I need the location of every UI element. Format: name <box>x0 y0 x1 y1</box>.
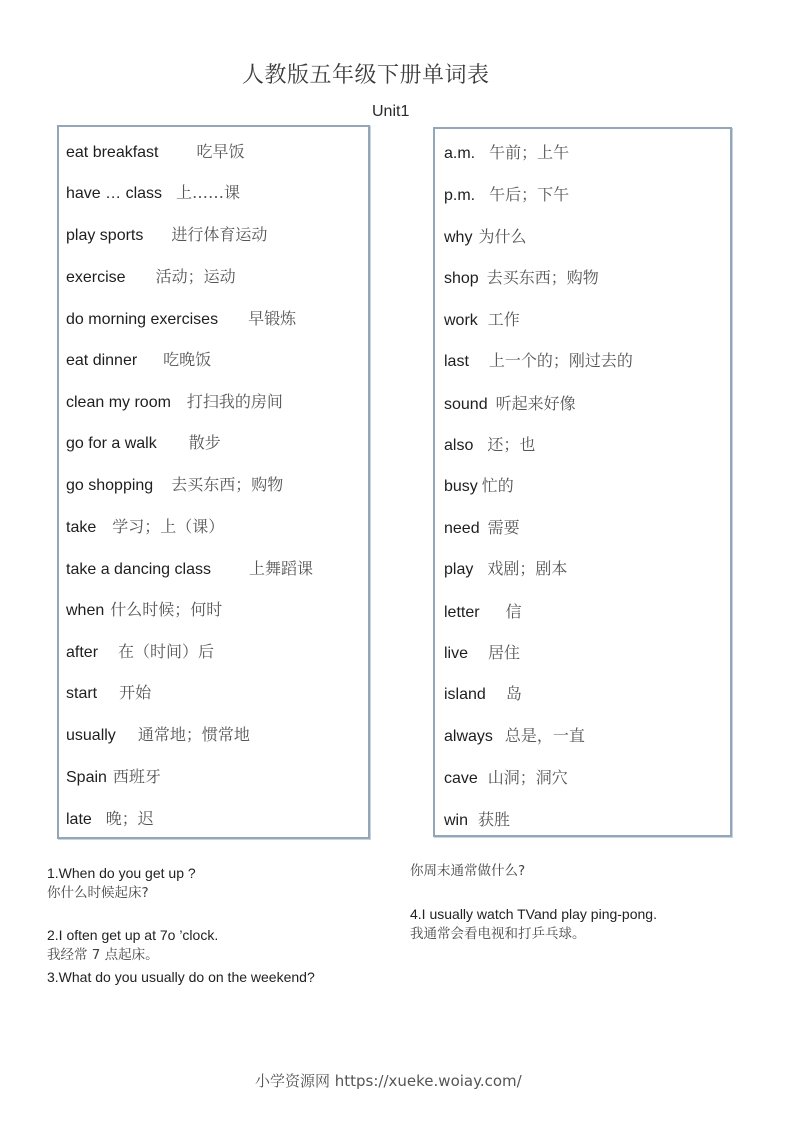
sentence-chinese: 我通常会看电视和打乒乓球。 <box>410 926 586 942</box>
vocab-english: sound <box>444 396 488 413</box>
vocab-chinese: 西班牙 <box>112 767 161 786</box>
vocab-chinese: 居住 <box>488 643 521 662</box>
vocab-item <box>66 309 296 330</box>
vocab-item <box>66 475 283 496</box>
vocab-item <box>444 185 569 206</box>
vocab-english: have … class <box>66 185 163 202</box>
vocab-chinese: 午后；下午 <box>489 185 570 204</box>
vocab-chinese: 散步 <box>188 433 221 452</box>
vocab-english: p.m. <box>444 187 476 204</box>
vocab-item <box>444 268 599 289</box>
vocab-english: when <box>66 602 105 619</box>
vocab-item <box>444 768 568 789</box>
vocab-item <box>444 476 514 497</box>
vocab-english: work <box>444 312 478 329</box>
vocab-chinese: 工作 <box>487 310 520 329</box>
vocab-chinese: 吃早饭 <box>196 142 245 161</box>
vocab-chinese: 去买东西；购物 <box>171 475 284 494</box>
vocab-chinese: 还；也 <box>487 435 536 454</box>
vocab-english: why <box>444 229 473 246</box>
vocab-english: start <box>66 685 98 702</box>
vocab-chinese: 午前；上午 <box>489 143 570 162</box>
sentence-chinese: 我经常 7 点起床。 <box>47 947 159 963</box>
vocab-english: a.m. <box>444 145 476 162</box>
vocab-chinese: 在（时间）后 <box>118 642 215 661</box>
vocab-item <box>66 433 221 454</box>
footer-watermark: 小学资源网 https://xueke.woiay.com/ <box>255 1072 522 1090</box>
vocab-item <box>444 602 522 623</box>
vocab-chinese: 上……课 <box>176 183 241 202</box>
vocab-english: take <box>66 519 97 536</box>
vocab-chinese: 听起来好像 <box>495 394 576 413</box>
sentence-english: 2.I often get up at 7o ’clock. <box>47 927 219 943</box>
vocab-chinese: 需要 <box>487 518 520 537</box>
vocab-english: win <box>444 812 469 829</box>
vocab-chinese: 学习；上（课） <box>112 517 225 536</box>
vocab-item <box>66 767 161 788</box>
vocab-english: island <box>444 686 486 703</box>
vocab-english: do morning exercises <box>66 311 219 328</box>
vocab-chinese: 岛 <box>505 684 522 703</box>
vocab-english: Spain <box>66 769 107 786</box>
vocab-item <box>66 517 224 538</box>
vocab-english: also <box>444 437 474 454</box>
vocab-english: letter <box>444 604 480 621</box>
vocab-english: eat dinner <box>66 352 138 369</box>
vocab-chinese: 上舞蹈课 <box>248 559 313 578</box>
vocab-item <box>66 392 283 413</box>
vocab-english: last <box>444 353 469 370</box>
vocab-chinese: 吃晚饭 <box>163 350 212 369</box>
vocab-english: after <box>66 644 99 661</box>
vocab-chinese: 戏剧；剧本 <box>487 559 568 578</box>
vocab-english: go shopping <box>66 477 154 494</box>
vocab-chinese: 进行体育运动 <box>171 225 268 244</box>
vocab-item <box>444 726 585 747</box>
vocab-english: cave <box>444 770 478 787</box>
vocab-chinese: 山洞；洞穴 <box>487 768 568 787</box>
vocab-item <box>66 267 236 288</box>
vocab-item <box>444 351 633 372</box>
page-title: 人教版五年级下册单词表 <box>242 63 490 88</box>
vocab-chinese: 活动；运动 <box>155 267 236 286</box>
vocab-chinese: 去买东西；购物 <box>486 268 599 287</box>
vocab-english: clean my room <box>66 394 171 411</box>
vocab-item <box>444 394 576 415</box>
vocab-english: always <box>444 728 493 745</box>
vocab-item <box>444 227 526 248</box>
vocab-chinese: 上一个的；刚过去的 <box>488 351 633 370</box>
vocab-english: play sports <box>66 227 144 244</box>
vocab-item <box>66 142 245 163</box>
vocab-english: play <box>444 561 474 578</box>
vocab-item <box>444 435 535 456</box>
vocab-english: live <box>444 645 469 662</box>
vocab-chinese: 什么时候；何时 <box>110 600 223 619</box>
vocab-item <box>66 600 222 621</box>
vocab-item <box>66 725 250 746</box>
sentence-english: 3.What do you usually do on the weekend? <box>47 969 315 985</box>
vocab-english: need <box>444 520 480 537</box>
vocab-item <box>66 350 211 371</box>
vocab-english: take a dancing class <box>66 561 211 578</box>
vocab-chinese: 总是，一直 <box>504 726 585 745</box>
vocab-chinese: 忙的 <box>481 476 514 495</box>
vocab-item <box>66 183 240 204</box>
vocab-english: busy <box>444 478 478 495</box>
vocab-english: usually <box>66 727 116 744</box>
vocab-item <box>444 810 510 831</box>
vocab-english: eat breakfast <box>66 144 159 161</box>
vocab-item <box>66 225 267 246</box>
vocab-chinese: 通常地；惯常地 <box>137 725 250 744</box>
vocab-chinese: 早锻炼 <box>248 309 297 328</box>
vocab-chinese: 晚；迟 <box>105 809 154 828</box>
unit-heading: Unit1 <box>372 103 410 120</box>
vocab-english: shop <box>444 270 479 287</box>
vocab-item <box>444 643 520 664</box>
vocab-item <box>444 310 520 331</box>
vocab-item <box>66 809 154 830</box>
vocab-chinese: 打扫我的房间 <box>186 392 283 411</box>
vocab-item <box>66 559 313 580</box>
vocab-chinese: 信 <box>505 602 522 621</box>
vocab-item <box>444 143 569 164</box>
vocab-chinese: 获胜 <box>478 810 511 829</box>
sentence-english: 4.I usually watch TVand play ping-pong. <box>410 906 657 922</box>
sentence-chinese: 你周末通常做什么? <box>410 863 526 879</box>
vocab-item <box>66 683 151 704</box>
vocab-english: late <box>66 811 92 828</box>
vocab-chinese: 为什么 <box>478 227 527 246</box>
vocab-english: exercise <box>66 269 126 286</box>
vocab-chinese: 开始 <box>119 683 152 702</box>
vocab-item <box>444 559 567 580</box>
vocab-item <box>66 642 214 663</box>
sentence-chinese: 你什么时候起床? <box>47 885 149 901</box>
sentence-english: 1.When do you get up ? <box>47 865 196 881</box>
vocab-item <box>444 518 520 539</box>
vocab-english: go for a walk <box>66 435 157 452</box>
vocab-item <box>444 684 522 705</box>
